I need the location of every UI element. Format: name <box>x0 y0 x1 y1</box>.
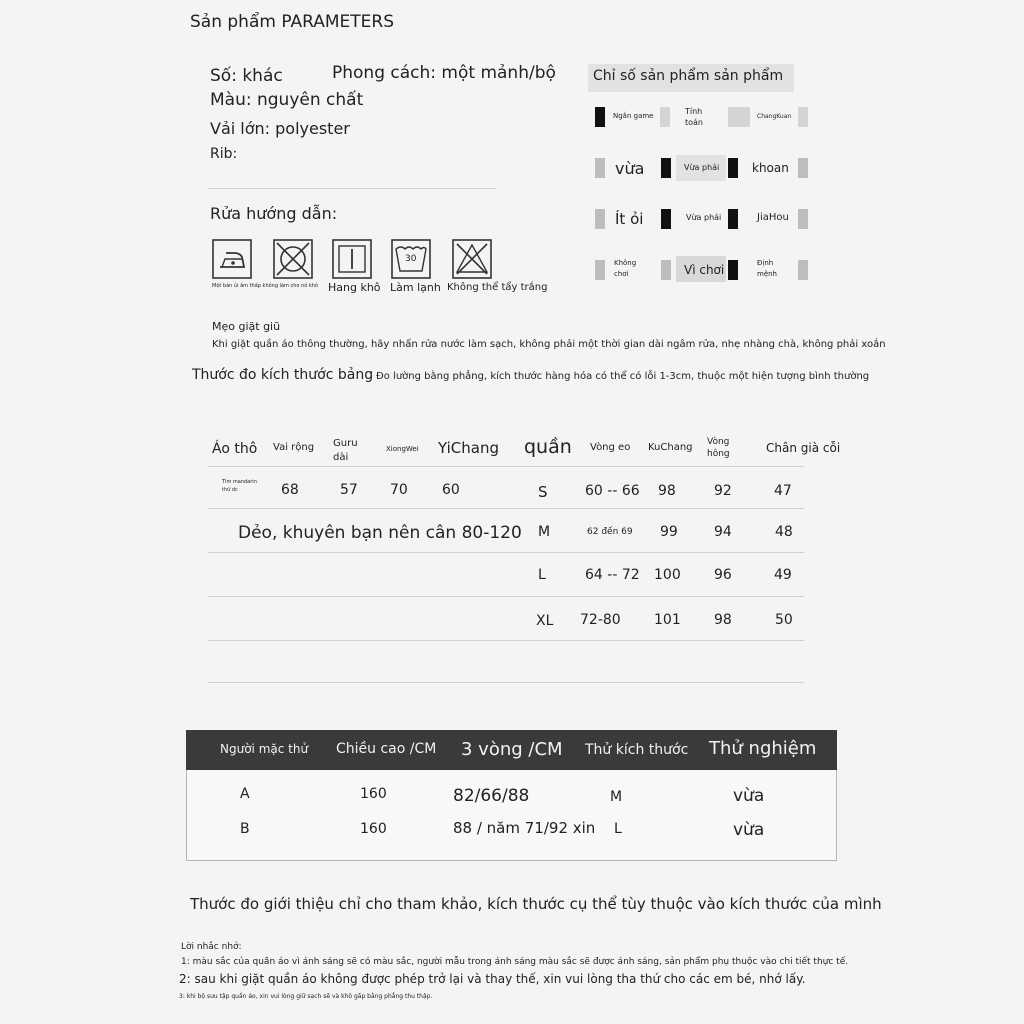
col-xiongwei: XiongWei <box>386 445 419 453</box>
cell-vai-rong: 68 <box>281 482 299 498</box>
cell-chan: 47 <box>774 483 792 499</box>
index-label: ChangKuan <box>757 113 792 120</box>
cell-vong-hong: 94 <box>714 524 732 540</box>
model-height: 160 <box>360 786 387 802</box>
model-size: M <box>610 789 623 805</box>
model-name: A <box>240 786 250 802</box>
cell-size: M <box>538 524 551 540</box>
divider <box>208 188 496 189</box>
model-fit: vừa <box>733 820 765 840</box>
cell-guru-dai: 57 <box>340 482 358 498</box>
index-bar <box>728 209 738 229</box>
reminder-title: Lời nhắc nhở: <box>181 942 242 952</box>
index-label: Vì chơi <box>684 263 725 277</box>
index-bar <box>660 107 670 127</box>
cell-vong-eo: 62 đến 69 <box>587 527 633 537</box>
col-kuchang: KuChang <box>648 442 693 453</box>
table-divider <box>208 508 804 509</box>
table-divider <box>208 640 804 641</box>
page-title: Sản phẩm PARAMETERS <box>190 12 395 32</box>
col-vai-rong: Vai rộng <box>273 442 315 453</box>
index-bar <box>661 209 671 229</box>
advice-text: Dẻo, khuyên bạn nên cân 80-120 <box>238 523 522 543</box>
param-rib: Rib: <box>210 146 238 162</box>
cell-kuchang: 98 <box>658 483 676 499</box>
index-label: Không chơi <box>614 259 637 278</box>
col-ao-tho: Áo thô <box>212 441 258 457</box>
cell-vong-eo: 60 -- 66 <box>585 483 640 499</box>
cell-chan: 49 <box>774 567 792 583</box>
tips-title: Mẹo giặt giũ <box>212 320 281 333</box>
top-row-label: Tìm mandarin thứ dc <box>222 479 257 493</box>
cell-vong-eo: 64 -- 72 <box>585 567 640 583</box>
size-table-title: Thước đo kích thước bảng <box>192 367 374 383</box>
index-bar <box>728 158 738 178</box>
model-name: B <box>240 821 250 837</box>
model-measure: 82/66/88 <box>453 786 530 806</box>
index-label: Tính toán <box>685 107 704 127</box>
index-bar <box>798 107 808 127</box>
cell-xiongwei: 70 <box>390 482 408 498</box>
model-table-body <box>186 770 837 861</box>
model-measure: 88 / năm 71/92 xin <box>453 819 596 837</box>
param-so: Số: khác <box>210 66 283 86</box>
model-height: 160 <box>360 821 387 837</box>
index-label: Vừa phải <box>684 163 720 172</box>
param-mau: Màu: nguyên chất <box>210 90 364 110</box>
cell-vong-eo: 72-80 <box>580 612 621 628</box>
col-yichang: YiChang <box>438 439 499 457</box>
cell-size: S <box>538 483 548 501</box>
table-divider <box>208 552 804 553</box>
index-label: JiaHou <box>757 212 789 223</box>
cell-kuchang: 99 <box>660 524 678 540</box>
hang-dry-icon <box>332 239 372 279</box>
index-label: Ngắn game <box>613 112 654 120</box>
wash-30-number: 30 <box>405 254 417 264</box>
footer-note: Thước đo giới thiệu chỉ cho tham khảo, kích thước cụ thể tùy thuộc vào kích thước của mình <box>190 895 882 913</box>
index-label: Định mệnh <box>757 259 777 278</box>
index-label: vừa <box>615 159 645 178</box>
index-bar <box>661 158 671 178</box>
cell-vong-hong: 96 <box>714 567 732 583</box>
index-bar <box>798 209 808 229</box>
wash-30-label: Làm lạnh <box>390 281 441 294</box>
index-bar <box>595 260 605 280</box>
index-bar <box>661 260 671 280</box>
no-tumble-dry-icon <box>273 239 313 279</box>
cell-size: L <box>538 567 546 583</box>
col-vong-hong: Vòng hông <box>707 437 730 459</box>
index-bar <box>798 158 808 178</box>
index-title: Chỉ số sản phẩm sản phẩm <box>593 68 784 84</box>
no-bleach-label: Không thể tẩy trắng <box>447 282 548 293</box>
index-bar <box>798 260 808 280</box>
col-thu-kich-thuoc: Thử kích thước <box>585 742 689 758</box>
index-label: khoan <box>752 161 789 175</box>
model-fit: vừa <box>733 786 765 806</box>
col-quan: quần <box>524 436 572 458</box>
index-bar <box>595 209 605 229</box>
index-label: Vừa phải <box>686 213 722 222</box>
col-guru-dai: Guru dài <box>333 438 358 463</box>
col-nguoi-mac-thu: Người mặc thử <box>220 742 309 756</box>
index-bar <box>595 107 605 127</box>
col-vong-eo: Vòng eo <box>590 442 631 453</box>
table-divider <box>208 466 804 467</box>
cell-vong-hong: 98 <box>714 612 732 628</box>
table-divider <box>208 596 804 597</box>
index-label: Ít ỏi <box>615 210 644 228</box>
index-bar <box>728 260 738 280</box>
size-table-note: Đo lường bằng phẳng, kích thước hàng hóa có thể có lỗi 1-3cm, thuộc một hiện tượng bình thường <box>376 371 870 382</box>
cell-kuchang: 100 <box>654 567 681 583</box>
cell-yichang: 60 <box>442 482 460 498</box>
col-chieu-cao: Chiều cao /CM <box>336 741 437 757</box>
reminder-2: 2: sau khi giặt quần áo không được phép trở lại và thay thế, xin vui lòng tha thứ cho các em bé, nhớ lấy. <box>179 972 806 986</box>
cell-size: XL <box>536 613 554 629</box>
tips-text: Khi giặt quần áo thông thường, hãy nhấn rửa nước làm sạch, không phải một thời gian dài ngâm rửa, nhẹ nhàng chà, không phải xoắn <box>212 339 886 350</box>
wash-title: Rửa hướng dẫn: <box>210 204 338 223</box>
col-3-vong: 3 vòng /CM <box>461 739 563 760</box>
cell-chan: 50 <box>775 612 793 628</box>
reminder-3: 3: khi bộ sưu tập quần áo, xin vui lòng giữ sạch sẽ và khô gấp bằng phẳng thu thập. <box>179 993 433 1000</box>
col-chan-gia-coi: Chân già cỗi <box>766 441 841 455</box>
cell-kuchang: 101 <box>654 612 681 628</box>
index-bar <box>728 107 750 127</box>
no-bleach-icon <box>452 239 492 279</box>
param-phong-cach: Phong cách: một mảnh/bộ <box>332 63 556 83</box>
index-bar <box>595 158 605 178</box>
iron-label: Một bàn ủi âm thấp không làm cho nó khô <box>212 283 319 289</box>
cell-chan: 48 <box>775 524 793 540</box>
hang-dry-label: Hang khô <box>328 281 381 294</box>
param-vai-lon: Vải lớn: polyester <box>210 119 350 138</box>
reminder-1: 1: màu sắc của quần áo vì ánh sáng sẽ có màu sắc, người mẫu trong ánh sáng màu sắc sẽ được ánh sáng, sản phẩm phụ thuộc vào chi tiết thực tế. <box>181 957 849 967</box>
iron-icon <box>212 239 252 279</box>
cell-vong-hong: 92 <box>714 483 732 499</box>
col-thu-nghiem: Thử nghiệm <box>709 738 817 759</box>
table-divider <box>208 682 804 683</box>
model-size: L <box>614 821 622 837</box>
